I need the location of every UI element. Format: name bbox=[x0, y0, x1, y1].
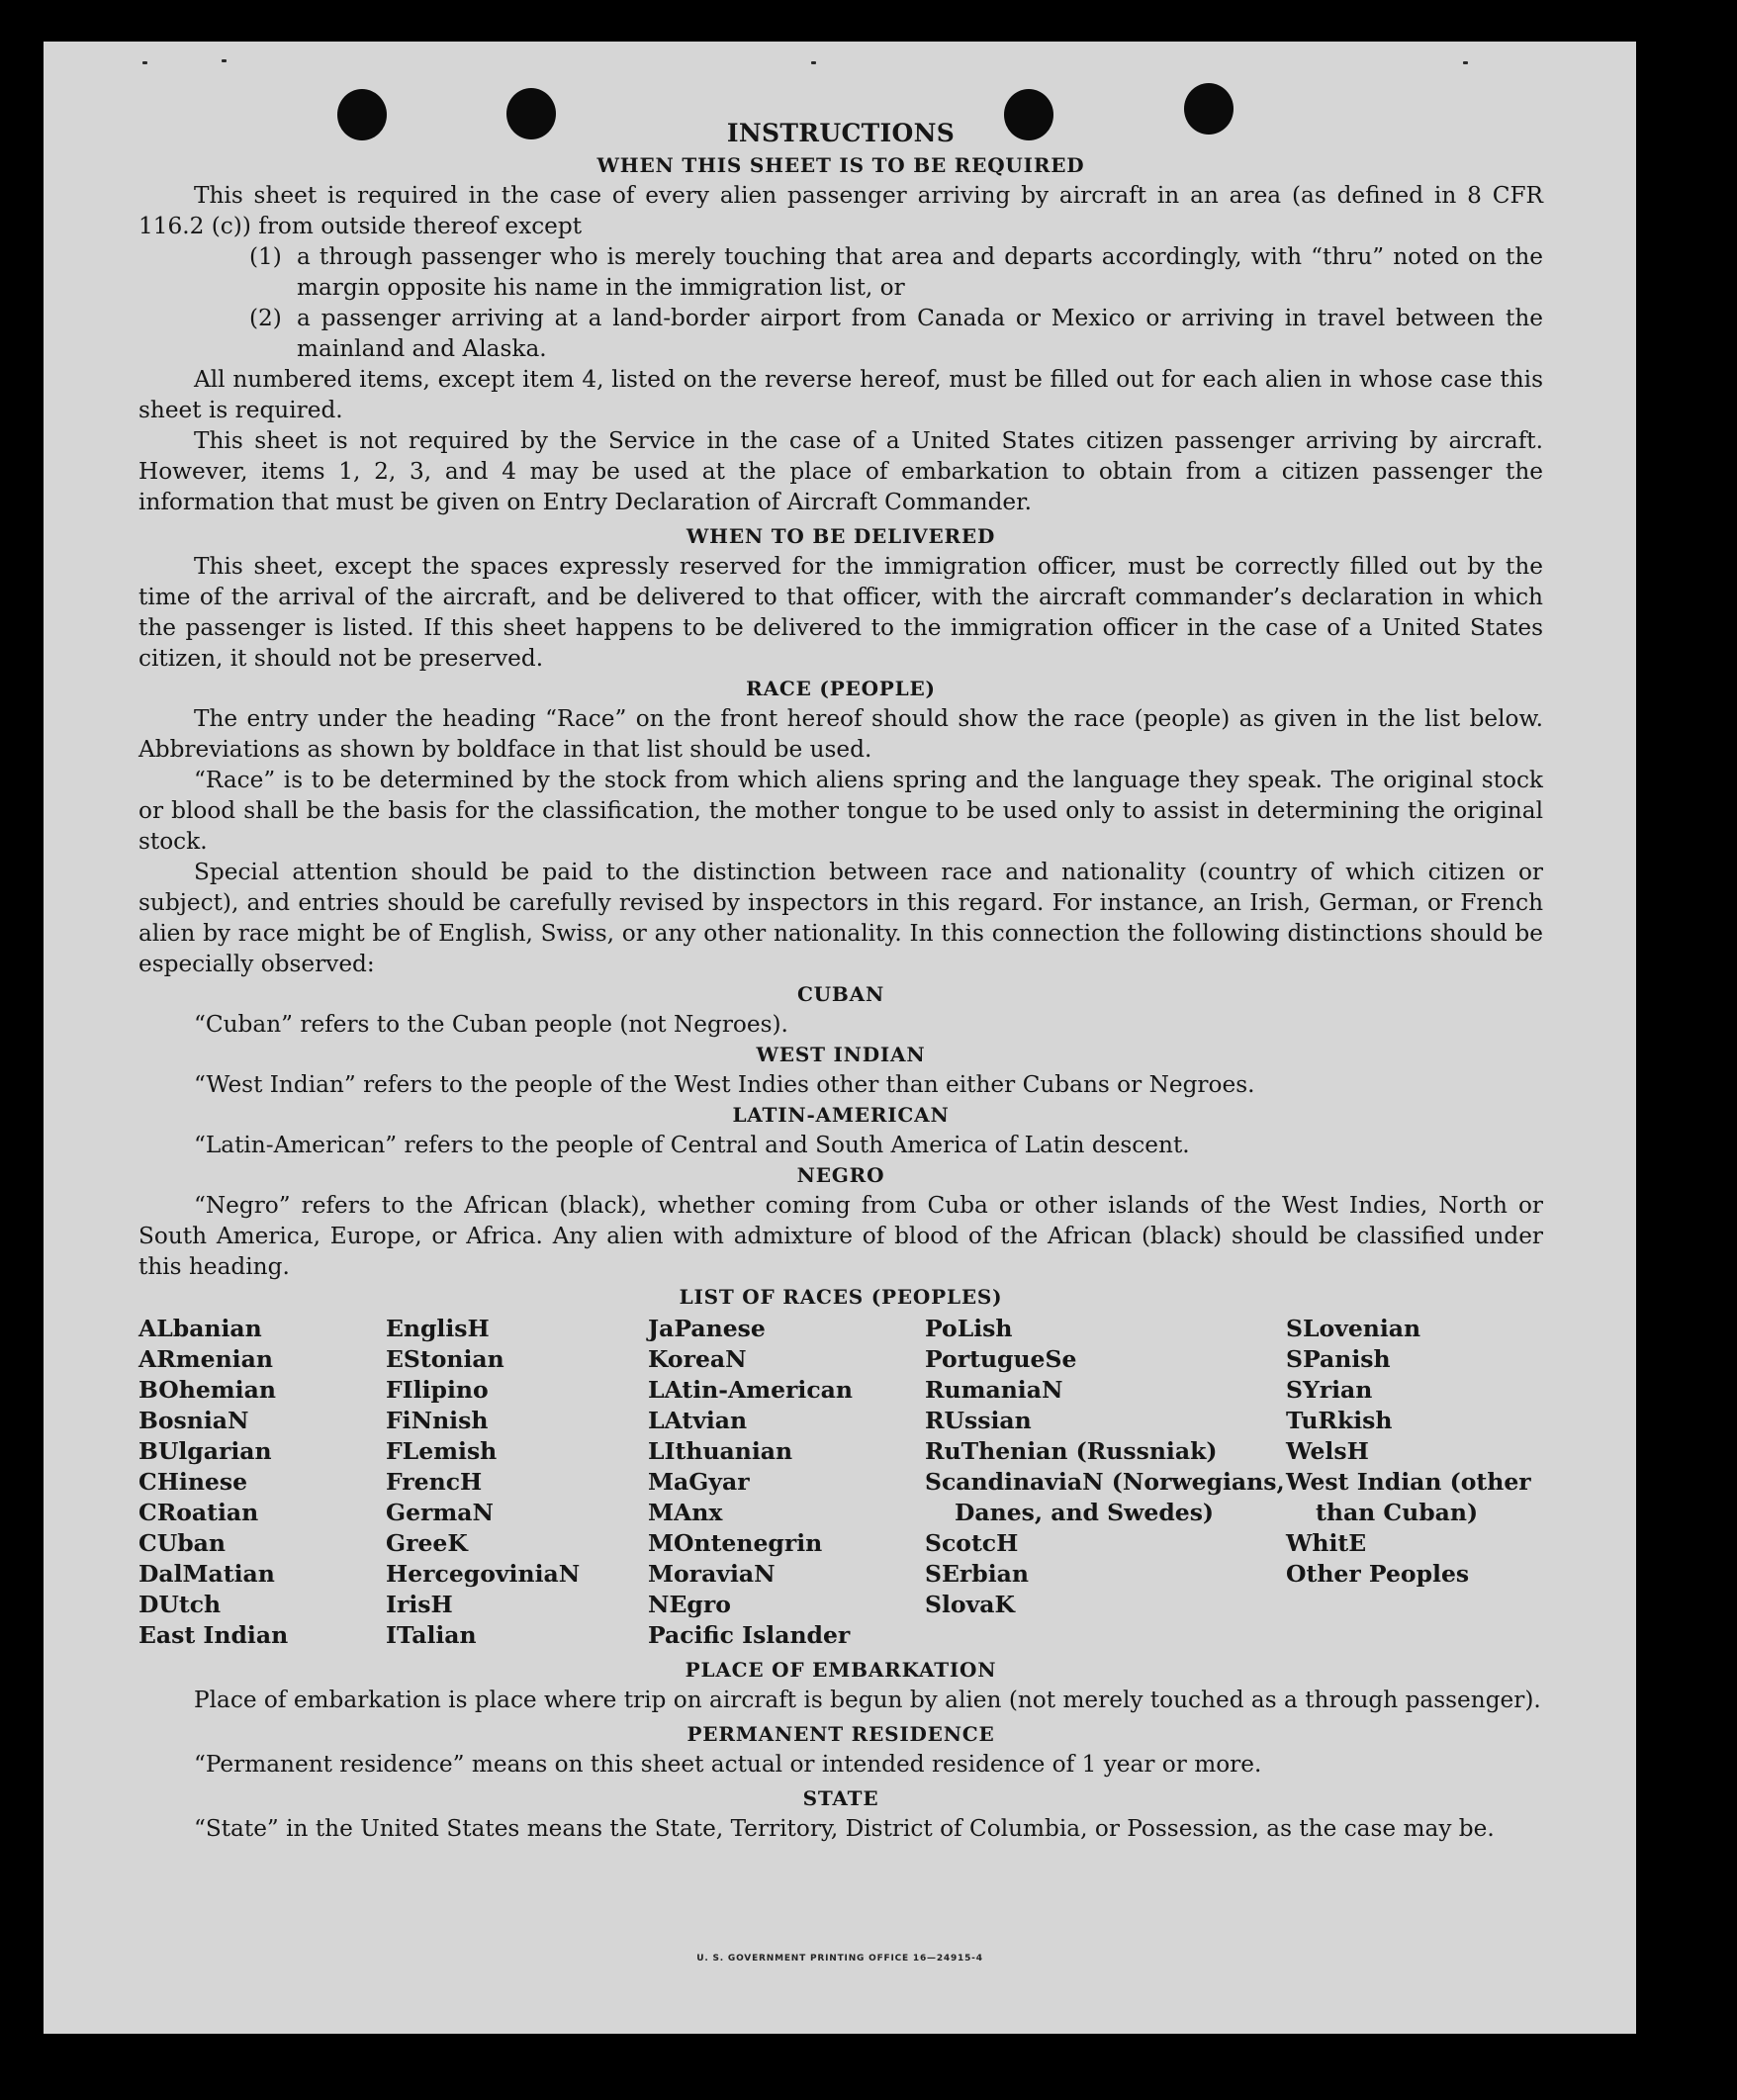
race-entry: FrencH bbox=[386, 1468, 483, 1496]
race-entry: SPanish bbox=[1286, 1345, 1391, 1373]
race-entry: BOhemian bbox=[138, 1376, 276, 1404]
race-entry: LAtin-American bbox=[648, 1376, 853, 1404]
speck bbox=[1463, 61, 1468, 64]
races-list bbox=[138, 1314, 1543, 1651]
speck bbox=[811, 61, 816, 64]
printer-imprint: U. S. GOVERNMENT PRINTING OFFICE 16—24915-4 bbox=[696, 1954, 983, 1963]
race-entry: GreeK bbox=[386, 1529, 468, 1557]
item-number: (1) bbox=[249, 243, 282, 270]
paragraph: The entry under the heading “Race” on the front hereof should show the race (people) as given in the list below. Abbreviations as shown by boldface in that list should be used. bbox=[138, 705, 1543, 763]
item-text: a passenger arriving at a land-border airport from Canada or Mexico or arriving in travel between the mainland and Alaska. bbox=[297, 305, 1543, 362]
race-entry: EnglisH bbox=[386, 1315, 490, 1342]
paragraph: Special attention should be paid to the distinction between race and nationality (country of which citizen or subject), and entries should be carefully revised by inspectors in this regard. For instance, an Irish, German, or French alien by race might be of English, Swiss, or any other nationality. In this connection the following distinctions should be especially observed: bbox=[138, 859, 1543, 977]
race-entry: ALbanian bbox=[138, 1315, 262, 1342]
races-column bbox=[925, 1314, 1286, 1651]
race-entry: SYrian bbox=[1286, 1376, 1373, 1404]
document-sheet bbox=[44, 42, 1636, 2034]
race-entry: Other Peoples bbox=[1286, 1560, 1470, 1588]
race-entry: ScotcH bbox=[925, 1529, 1019, 1557]
races-column bbox=[386, 1314, 648, 1651]
page-title: INSTRUCTIONS bbox=[726, 119, 956, 147]
race-entry: WelsH bbox=[1286, 1437, 1369, 1465]
race-entry: LAtvian bbox=[648, 1407, 748, 1434]
race-entry: East Indian bbox=[138, 1621, 289, 1649]
race-entry: WhitE bbox=[1286, 1529, 1367, 1557]
paragraph: This sheet, except the spaces expressly reserved for the immigration officer, must be correctly filled out by the time of the arrival of the aircraft, and be delivered to that officer, with the aircraft commander’s declaration in which the passenger is listed. If this sheet happens to be delivered to the immigration officer in the case of a United States citizen, it should not be preserved. bbox=[138, 553, 1543, 672]
race-entry: CRoatian bbox=[138, 1499, 259, 1526]
race-entry: IrisH bbox=[386, 1591, 453, 1618]
paragraph: “Latin-American” refers to the people of Central and South America of Latin descent. bbox=[194, 1132, 1190, 1158]
race-entry: BosniaN bbox=[138, 1407, 249, 1434]
race-entry: FIlipino bbox=[386, 1376, 489, 1404]
section-heading: LATIN-AMERICAN bbox=[732, 1103, 950, 1127]
race-entry: SErbian bbox=[925, 1560, 1029, 1588]
race-entry: ScandinaviaN (Norwegians, Danes, and Swedes) bbox=[925, 1468, 1285, 1526]
section-heading: PERMANENT RESIDENCE bbox=[686, 1722, 995, 1746]
item-text: a through passenger who is merely touching that area and departs accordingly, with “thru” noted on the margin opposite his name in the immigration list, or bbox=[297, 243, 1543, 301]
section-heading: WHEN THIS SHEET IS TO BE REQUIRED bbox=[596, 153, 1085, 177]
race-entry: ITalian bbox=[386, 1621, 477, 1649]
item-number: (2) bbox=[249, 305, 282, 331]
race-entry: PortugueSe bbox=[925, 1345, 1077, 1373]
paragraph: “Cuban” refers to the Cuban people (not Negroes). bbox=[194, 1011, 788, 1038]
race-entry: ARmenian bbox=[138, 1345, 273, 1373]
race-entry: CHinese bbox=[138, 1468, 248, 1496]
race-entry: DUtch bbox=[138, 1591, 222, 1618]
race-entry: RumaniaN bbox=[925, 1376, 1063, 1404]
paragraph: “Negro” refers to the African (black), whether coming from Cuba or other islands of the West Indies, North or South America, Europe, or Africa. Any alien with admixture of blood of the African (black) should be classified under this heading. bbox=[138, 1192, 1543, 1280]
paragraph: “Race” is to be determined by the stock from which aliens spring and the language they speak. The original stock or blood shall be the basis for the classification, the mother tongue to be used only to assist in determining the original stock. bbox=[138, 767, 1543, 855]
race-entry: MaGyar bbox=[648, 1468, 750, 1496]
section-heading: LIST OF RACES (PEOPLES) bbox=[679, 1285, 1003, 1309]
section-heading: WHEN TO BE DELIVERED bbox=[686, 524, 996, 548]
race-entry: SLovenian bbox=[1286, 1315, 1421, 1342]
speck bbox=[142, 61, 147, 64]
race-entry: RUssian bbox=[925, 1407, 1032, 1434]
section-heading: CUBAN bbox=[796, 982, 885, 1006]
race-entry: EStonian bbox=[386, 1345, 504, 1373]
race-entry: TuRkish bbox=[1286, 1407, 1393, 1434]
race-entry: HercegoviniaN bbox=[386, 1560, 581, 1588]
race-entry: RuThenian (Russniak) bbox=[925, 1437, 1218, 1465]
races-column bbox=[138, 1314, 386, 1651]
paragraph: All numbered items, except item 4, listed on the reverse hereof, must be filled out for each alien in whose case this sheet is required. bbox=[138, 366, 1543, 423]
list-item bbox=[249, 303, 1543, 364]
paragraph: This sheet is not required by the Service in the case of a United States citizen passenger arriving by aircraft. However, items 1, 2, 3, and 4 may be used at the place of embarkation to obtain from a citizen passenger the information that must be given on Entry Declaration of Aircraft Commander. bbox=[138, 427, 1543, 515]
race-entry: NEgro bbox=[648, 1591, 731, 1618]
section-heading: NEGRO bbox=[796, 1163, 885, 1187]
race-entry: MAnx bbox=[648, 1499, 723, 1526]
race-entry: MoraviaN bbox=[648, 1560, 776, 1588]
race-entry: MOntenegrin bbox=[648, 1529, 823, 1557]
race-entry: JaPanese bbox=[648, 1315, 766, 1342]
race-entry: West Indian (other than Cuban) bbox=[1286, 1468, 1531, 1526]
paragraph: Place of embarkation is place where trip on aircraft is begun by alien (not merely touched as a through passenger). bbox=[194, 1687, 1541, 1713]
races-column bbox=[1286, 1314, 1543, 1651]
race-entry: FiNnish bbox=[386, 1407, 489, 1434]
race-entry: SlovaK bbox=[925, 1591, 1015, 1618]
races-column bbox=[648, 1314, 925, 1651]
race-entry: KoreaN bbox=[648, 1345, 747, 1373]
race-entry: LIthuanian bbox=[648, 1437, 793, 1465]
paragraph: “State” in the United States means the State, Territory, District of Columbia, or Possession, as the case may be. bbox=[194, 1815, 1495, 1842]
paragraph: “Permanent residence” means on this sheet actual or intended residence of 1 year or more. bbox=[194, 1751, 1262, 1778]
race-entry: FLemish bbox=[386, 1437, 498, 1465]
race-entry: GermaN bbox=[386, 1499, 494, 1526]
race-entry: BUlgarian bbox=[138, 1437, 272, 1465]
race-entry: CUban bbox=[138, 1529, 226, 1557]
race-entry: Pacific Islander bbox=[648, 1621, 851, 1649]
section-heading: PLACE OF EMBARKATION bbox=[685, 1658, 997, 1682]
list-item bbox=[249, 241, 1543, 303]
race-entry: PoLish bbox=[925, 1315, 1013, 1342]
section-heading: RACE (PEOPLE) bbox=[746, 677, 936, 700]
instructions-body bbox=[138, 117, 1543, 1844]
section-heading: STATE bbox=[802, 1786, 879, 1810]
section-heading: WEST INDIAN bbox=[756, 1043, 926, 1066]
race-entry: DalMatian bbox=[138, 1560, 275, 1588]
speck bbox=[222, 59, 227, 62]
paragraph: This sheet is required in the case of every alien passenger arriving by aircraft in an area (as defined in 8 CFR 116.2 (c)) from outside thereof except bbox=[138, 182, 1543, 239]
paragraph: “West Indian” refers to the people of the West Indies other than either Cubans or Negroes. bbox=[194, 1071, 1255, 1098]
